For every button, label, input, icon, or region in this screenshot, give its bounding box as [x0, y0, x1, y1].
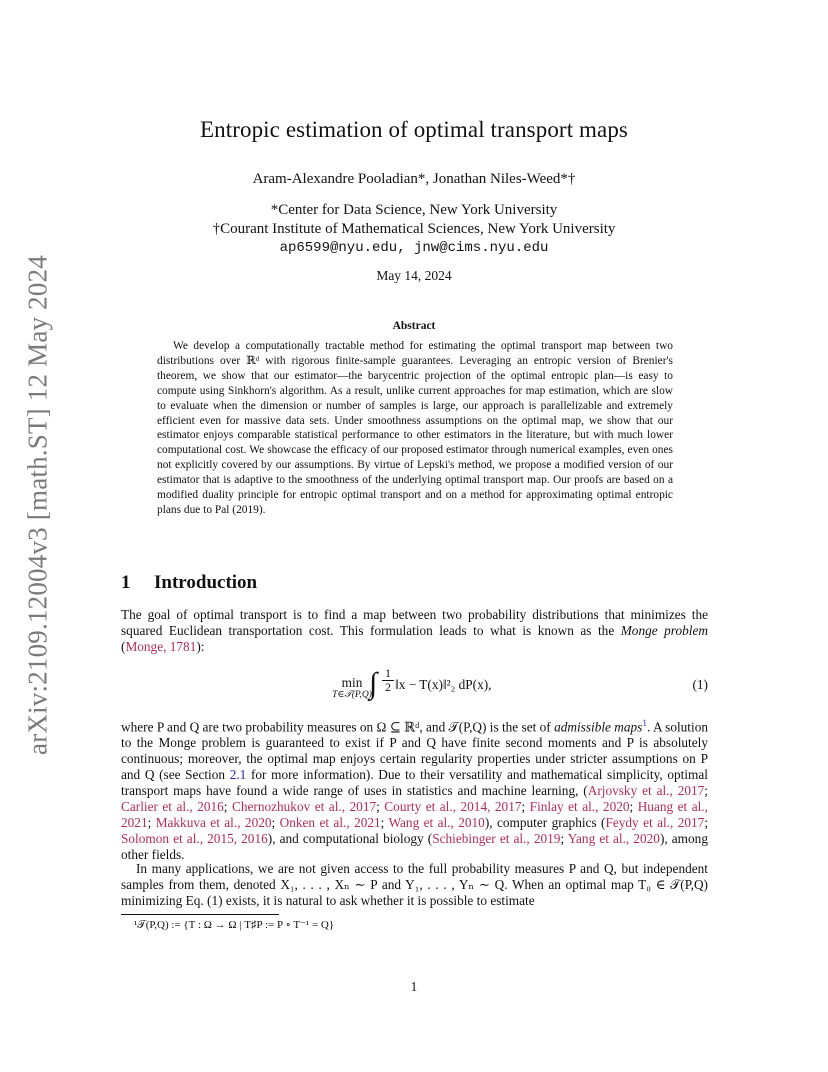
paper-date: May 14, 2024: [376, 268, 452, 283]
paper-title: Entropic estimation of optimal transport maps: [199, 117, 628, 142]
citation-link[interactable]: Yang et al., 2020: [567, 831, 660, 847]
citation-link[interactable]: Courty et al., 2014, 2017: [384, 799, 522, 815]
citation-link[interactable]: Monge, 1781: [125, 639, 197, 654]
citation-link[interactable]: Carlier et al., 2016: [121, 799, 224, 815]
citation-link[interactable]: Huang et al., 2021: [121, 799, 708, 831]
citation-link[interactable]: Makkuva et al., 2020: [155, 815, 272, 831]
author-emails: ap6599@nyu.edu, jnw@cims.nyu.edu: [279, 240, 549, 256]
arxiv-sidebar: [16, 255, 60, 755]
equation-body: ‖x − T(x)‖²₂ dP(x),: [395, 677, 492, 692]
affiliation-2: †Courant Institute of Mathematical Sciences, New York University: [212, 221, 616, 237]
intro-paragraph-2: where P and Q are two probability measures on Ω ⊆ ℝᵈ, and 𝒯(P,Q) is the set of admissible maps$^1$. A solution to the Monge problem is guaranteed to exist if P and Q have finite second moments and P is absolutely continuous; moreover, the optimal map enjoys certain regularity properties under stricter assumptions on P and Q (see Section 2.1 for more information). Due to their versatility and mathematical simplicity, optimal transport maps have found a wide range of uses in statistics and machine learning, (Arjovsky et al., 2017; Carlier et al., 2016; Chernozhukov et al., 2017; Courty et al., 2014, 2017; Finlay et al., 2020; Huang et al., 2021; Makkuva et al., 2020; Onken et al., 2021; Wang et al., 2010), computer graphics (Feydy et al., 2017; Solomon et al., 2015, 2016), and computational biology (Schiebinger et al., 2019; Yang et al., 2020), among other fields.: [121, 719, 709, 863]
fraction-one-half: $\frac{1}{2}$: [382, 667, 394, 694]
citation-link[interactable]: Chernozhukov et al., 2017: [231, 799, 377, 815]
section-link[interactable]: 2.1: [229, 767, 247, 783]
abstract-heading: Abstract: [392, 320, 436, 332]
citation-link[interactable]: Schiebinger et al., 2019: [432, 831, 561, 847]
abstract-text: We develop a computationally tractable method for estimating the optimal transport map between two distributions over ℝᵈ with rigorous finite-sample guarantees. Leveraging an entropic version of Brenier's theorem, we show that our estimator—the barycentric projection of the optimal entropic plan—is easy to compute using Sinkhorn's algorithm. As a result, unlike current approaches for map estimation, which are slow to evaluate when the dimension or number of samples is large, our approach is parallelizable and extremely efficient even for massive data sets. Under smoothness assumptions on the optimal map, we show that our estimator enjoys comparable statistical performance to other estimators in the literature, but with much lower computational cost. We showcase the efficacy of our proposed estimator through numerical examples, even ones not explicitly covered by our assumptions. By virtue of Lepski's method, we propose a modified version of our estimator that is adaptive to the smoothness of the underlying optimal transport map. Our proofs are based on a modified duality principle for entropic optimal transport and on a method for approximating optimal entropic plans due to Pal (2019).: [157, 340, 673, 516]
footnote-divider: [121, 914, 279, 915]
citation-link[interactable]: Finlay et al., 2020: [529, 799, 630, 815]
citation-link[interactable]: Solomon et al., 2015, 2016: [121, 831, 268, 847]
citation-link[interactable]: Feydy et al., 2017: [605, 815, 705, 831]
citation-link[interactable]: Arjovsky et al., 2017: [587, 783, 705, 799]
arxiv-identifier: arXiv:2109.12004v3 [math.ST] 12 May 2024: [22, 255, 53, 755]
intro-paragraph-3: In many applications, we are not given access to the full probability measures P and Q, but independent samples from them, denoted X₁, . . . , Xₙ ∼ P and Y₁, . . . , Yₙ ∼ Q. When an optimal map T₀ ∈ 𝒯(P,Q) minimizing Eq. (1) exists, it is natural to ask whether it is possible to estimate: [121, 861, 708, 908]
citation-link[interactable]: Onken et al., 2021: [279, 815, 381, 831]
equation-number: (1): [692, 677, 708, 692]
footnote-link[interactable]: 1: [642, 719, 648, 729]
affiliation-1: *Center for Data Science, New York University: [270, 202, 558, 218]
integral-symbol: ∫: [369, 667, 378, 700]
citation-link[interactable]: Wang et al., 2010: [388, 815, 485, 831]
page-number: 1: [410, 979, 418, 994]
intro-paragraph-1: The goal of optimal transport is to find a map between two probability distributions that minimizes the squared Euclidean transportation cost. This formulation leads to what is known as the Monge problem (Monge, 1781):: [121, 607, 708, 654]
section-number: 1: [121, 572, 131, 593]
equation-1: [121, 665, 708, 709]
author-list: Aram-Alexandre Pooladian*, Jonathan Niles-Weed*†: [252, 171, 576, 187]
section-heading: [121, 572, 257, 594]
section-title: Introduction: [154, 572, 258, 593]
equation-min-operator: min T∈𝒯(P,Q): [332, 675, 372, 700]
footnote-1: ¹𝒯(P,Q) := {T : Ω → Ω | T♯P := P ∘ T⁻¹ = Q}: [134, 919, 335, 931]
